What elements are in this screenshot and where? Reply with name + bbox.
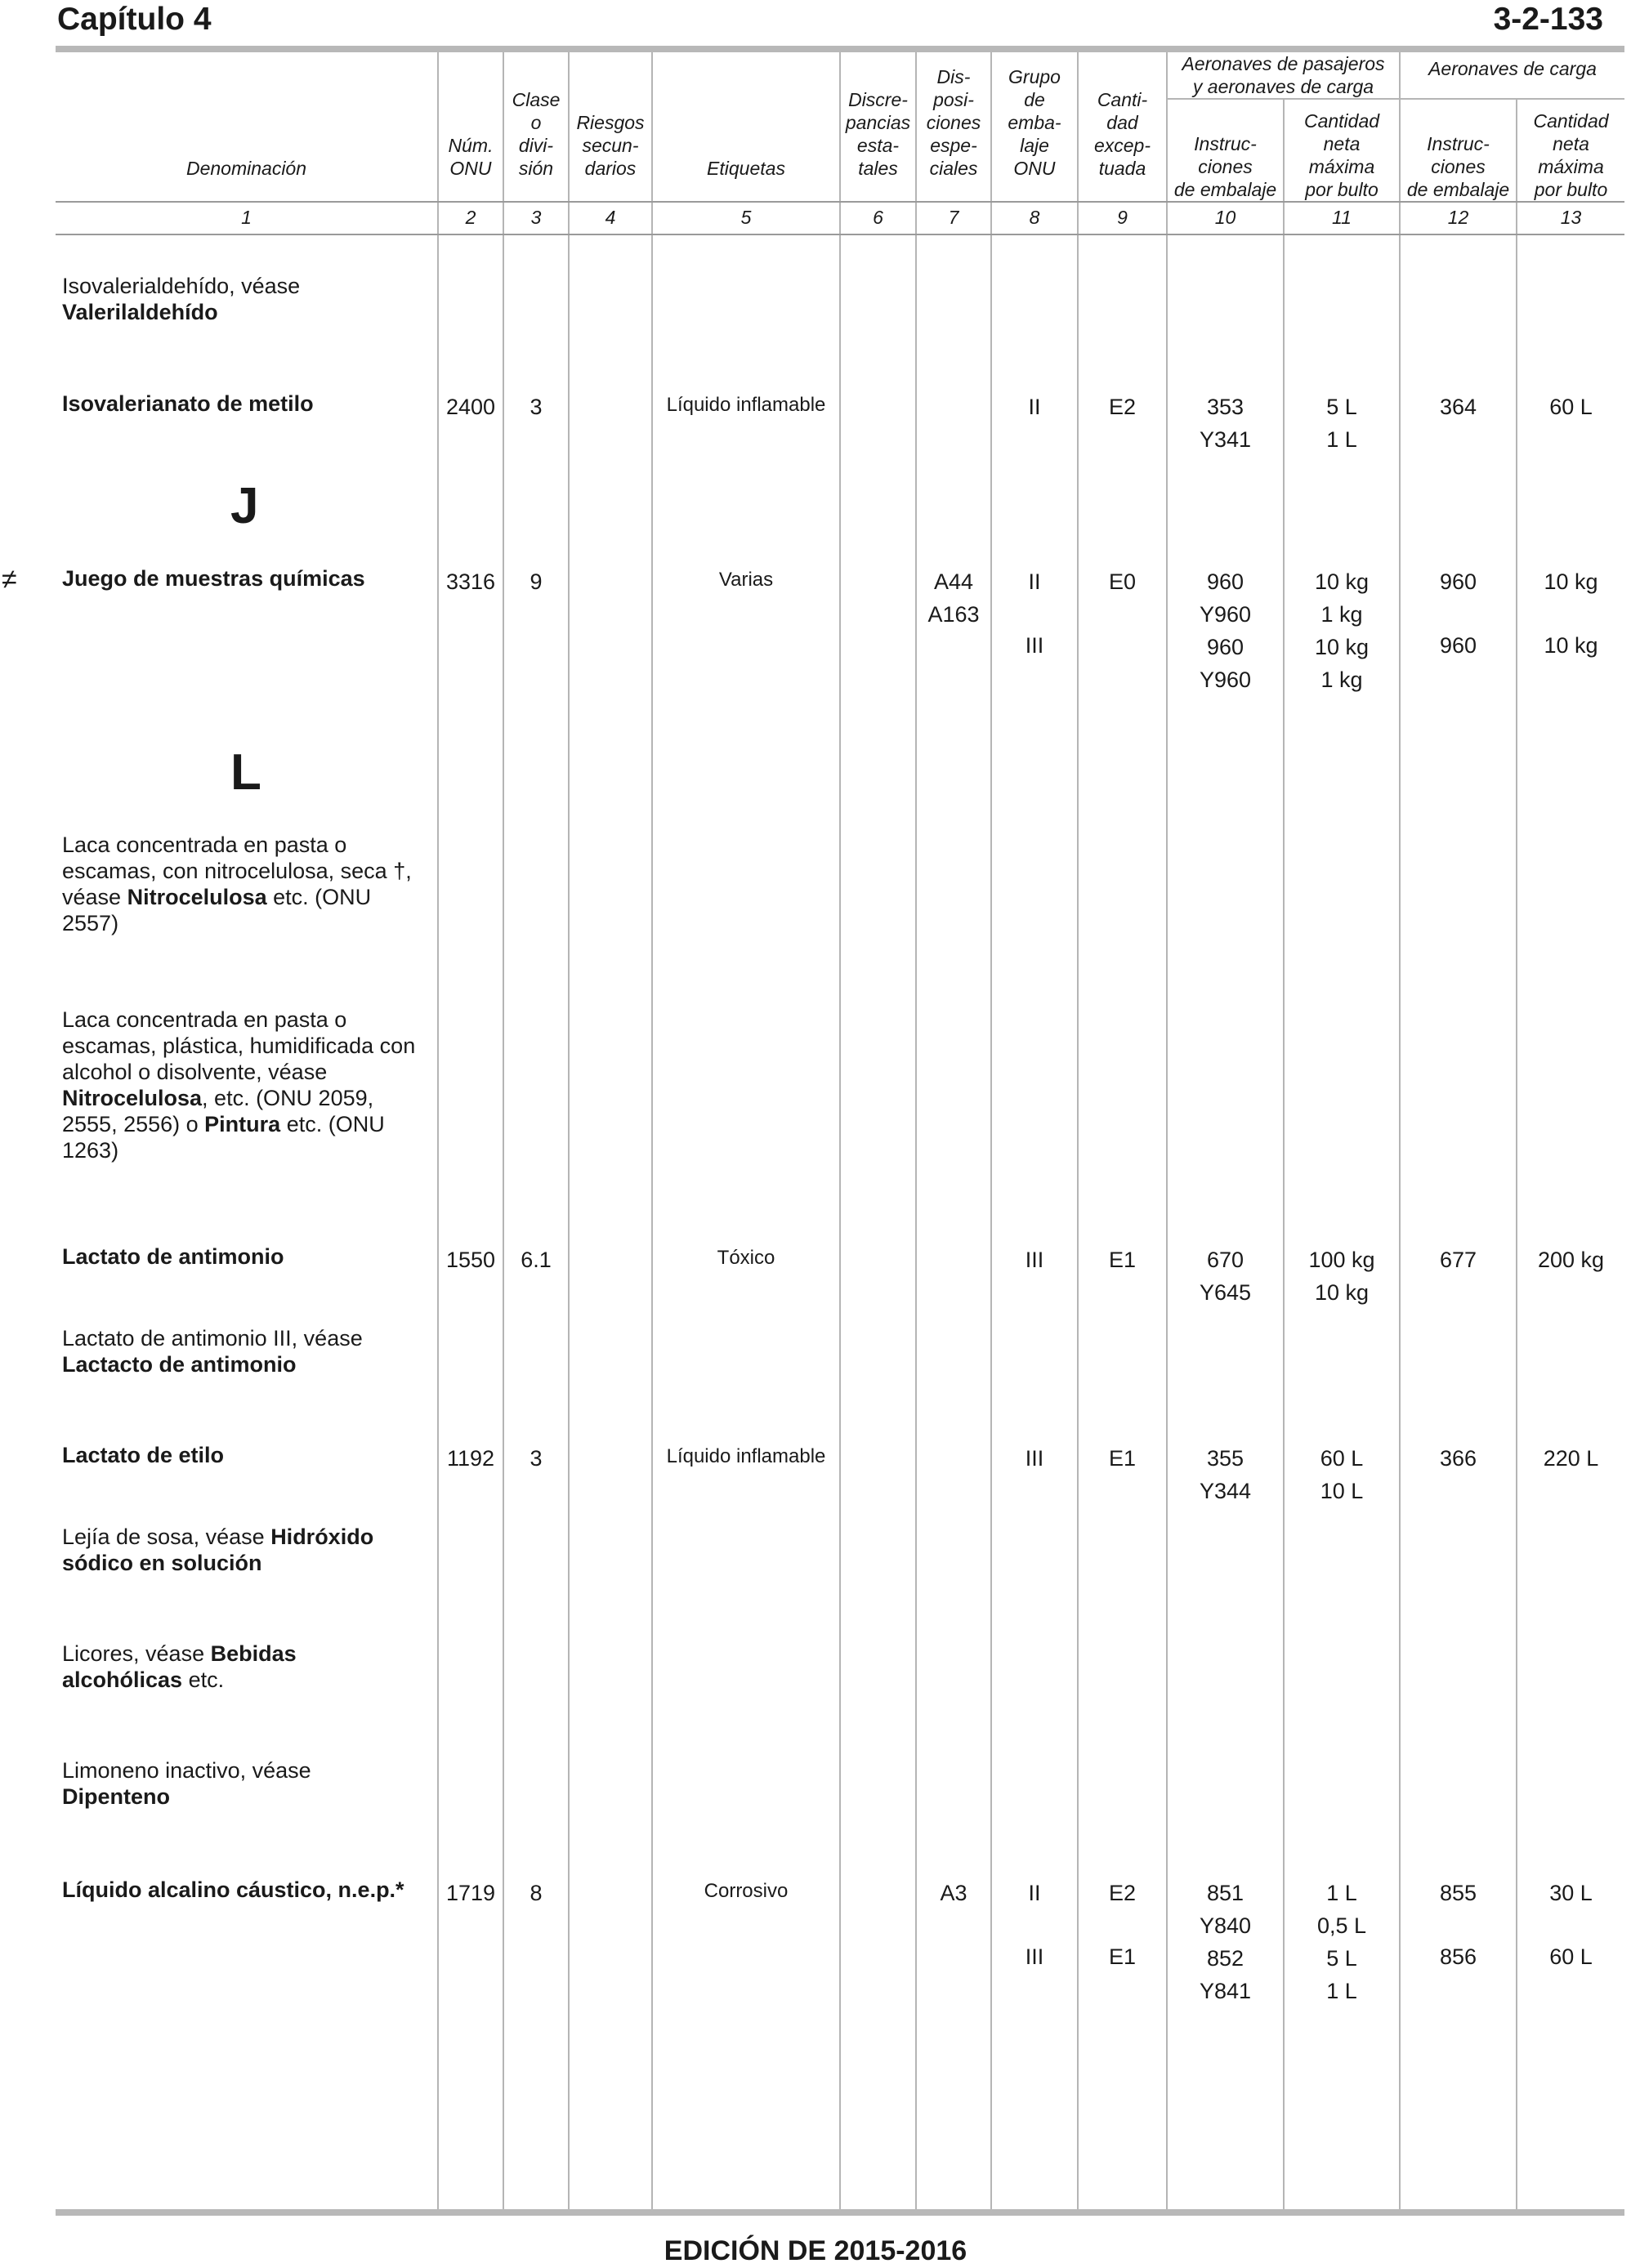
header-grupo: Grupo de emba- laje ONU [1008,66,1061,179]
page-number: 3-2-133 [1493,2,1603,37]
packing-group: II [1028,569,1041,594]
entry-laca-nitrocelulosa: Laca concentrada en pasta o escamas, con nitrocelulosa, seca †, véase Nitrocelulosa etc. (ONU 2557) [62,833,412,935]
packing-group: III [1025,1446,1044,1471]
un-number: 1192 [446,1446,495,1471]
header-denominacion: Denominación [185,158,307,179]
header-disposiciones: Dis- posi- ciones espe- ciales [926,66,981,179]
excepted-qty: E1 [1108,1944,1137,1969]
special-provisions: A3 [940,1881,967,1905]
col-number: 5 [740,207,752,228]
packing-group: II [1028,395,1041,419]
change-mark: ≠ [2,564,17,595]
header-cantidad-pasajeros: Cantidad neta máxima por bulto [1303,110,1380,200]
entry-limoneno: Limoneno inactivo, véase Dipenteno [62,1758,311,1809]
group-separator [1166,98,1624,100]
header-riesgos: Riesgos secun- darios [576,112,645,179]
packing-instruction: 960 Y960 960 Y960 [1199,569,1252,692]
col-number: 4 [605,207,616,228]
header-group-pasajeros: Aeronaves de pasajeros y aeronaves de carga [1182,53,1385,97]
cargo-net-quantity: 220 L [1543,1446,1599,1471]
header-num-onu: Núm. ONU [448,135,494,179]
packing-group: III [1025,633,1044,658]
col-number: 6 [873,207,883,228]
special-provisions: A44 A163 [927,569,980,627]
un-number: 3316 [445,569,496,594]
entry-isovalerialdehido: Isovalerialdehído, véase Valerilaldehído [62,274,301,324]
cargo-packing-instruction: 960 [1439,633,1477,658]
cargo-packing-instruction: 855 [1439,1881,1477,1905]
cargo-net-quantity: 200 kg [1537,1248,1605,1272]
class-value: 9 [530,569,543,594]
class-value: 3 [530,1446,543,1471]
label-value: Tóxico [717,1247,775,1269]
col-number: 12 [1447,207,1469,228]
section-letter-j: J [230,478,259,534]
entry-licores: Licores, véase Bebidas alcohólicas etc. [62,1641,297,1692]
net-quantity: 10 kg 1 kg 10 kg 1 kg [1314,569,1370,692]
header-cantidad-carga: Cantidad neta máxima por bulto [1533,110,1609,200]
label-value: Varias [718,569,774,591]
packing-instruction: 851 Y840 852 Y841 [1199,1881,1252,2003]
col-number: 11 [1332,207,1352,228]
net-quantity: 60 L 10 L [1320,1446,1364,1503]
excepted-qty: E2 [1108,1881,1137,1905]
cargo-net-quantity: 60 L [1549,395,1593,419]
header-etiquetas: Etiquetas [707,158,785,179]
entry-name: Lactato de antimonio [62,1244,284,1269]
chapter-title: Capítulo 4 [57,2,212,37]
cargo-packing-instruction: 364 [1439,395,1477,419]
header-instrucciones-carga: Instruc- ciones de embalaje [1406,133,1510,200]
packing-instruction: 355 Y344 [1199,1446,1252,1503]
col-number: 10 [1214,207,1236,228]
un-number: 1719 [445,1881,496,1905]
packing-group: III [1025,1944,1044,1969]
col-number: 8 [1029,207,1040,228]
header-group-carga: Aeronaves de carga [1428,58,1597,79]
excepted-qty: E1 [1108,1248,1137,1272]
col-number: 13 [1560,207,1582,228]
excepted-qty: E1 [1108,1446,1137,1471]
edition-footer: EDICIÓN DE 2015-2016 [664,2235,967,2266]
header-instrucciones-pasajeros: Instruc- ciones de embalaje [1173,133,1277,200]
packing-instruction: 670 Y645 [1199,1248,1252,1305]
col-number: 7 [948,207,959,228]
col-number: 9 [1117,207,1128,228]
class-value: 3 [530,395,543,419]
un-number: 2400 [445,395,496,419]
packing-group: III [1025,1248,1044,1272]
excepted-qty: E0 [1108,569,1137,594]
cargo-net-quantity: 10 kg [1544,569,1598,594]
class-value: 8 [530,1881,543,1905]
header-divider [56,234,1624,235]
header-divider [56,201,1624,203]
header-clase: Clase o divi- sión [512,89,561,179]
col-number: 2 [465,207,476,228]
class-value: 6.1 [521,1248,552,1272]
entry-name: Juego de muestras químicas [62,566,365,591]
entry-name: Líquido alcalino cáustico, n.e.p.* [62,1877,404,1902]
col-number: 3 [530,207,542,228]
un-number: 1550 [445,1248,496,1272]
col-number: 1 [241,207,252,228]
section-letter-l: L [230,744,261,801]
entry-name: Isovalerianato de metilo [62,391,314,416]
header-discrepancias: Discre- pancias esta- tales [845,89,911,179]
entry-laca-plastica: Laca concentrada en pasta o escamas, plástica, humidificada con alcohol o disolvente, véase Nitrocelulosa, etc. (ONU 2059, 2555, 2556) o Pintura etc. (ONU 1263) [62,1007,416,1163]
page-header [56,0,1624,44]
excepted-qty: E2 [1108,395,1137,419]
cargo-packing-instruction: 856 [1439,1944,1477,1969]
bottom-rule [56,2209,1624,2216]
net-quantity: 100 kg 10 kg [1308,1248,1375,1305]
cargo-net-quantity: 30 L [1549,1881,1593,1905]
cargo-net-quantity: 10 kg [1544,633,1598,658]
label-value: Corrosivo [704,1880,789,1902]
cargo-packing-instruction: 677 [1439,1248,1477,1272]
col-divider [568,52,570,2209]
packing-group: II [1028,1881,1041,1905]
entry-name: Lactato de etilo [62,1443,225,1467]
label-value: Líquido inflamable [666,394,826,416]
net-quantity: 5 L 1 L [1326,395,1357,452]
cargo-net-quantity: 60 L [1549,1944,1593,1969]
entry-lactato-antimonio-iii: Lactato de antimonio III, véase Lactacto de antimonio [62,1326,363,1377]
col-divider [839,52,841,2209]
header-cantidad-exceptuada: Canti- dad excep- tuada [1093,89,1151,179]
cargo-packing-instruction: 366 [1439,1446,1477,1471]
packing-instruction: 353 Y341 [1199,395,1252,452]
cargo-packing-instruction: 960 [1439,569,1477,594]
net-quantity: 1 L 0,5 L 5 L 1 L [1316,1881,1367,2003]
label-value: Líquido inflamable [666,1445,826,1467]
entry-lejia-de-sosa: Lejía de sosa, véase Hidróxido sódico en solución [62,1525,374,1575]
